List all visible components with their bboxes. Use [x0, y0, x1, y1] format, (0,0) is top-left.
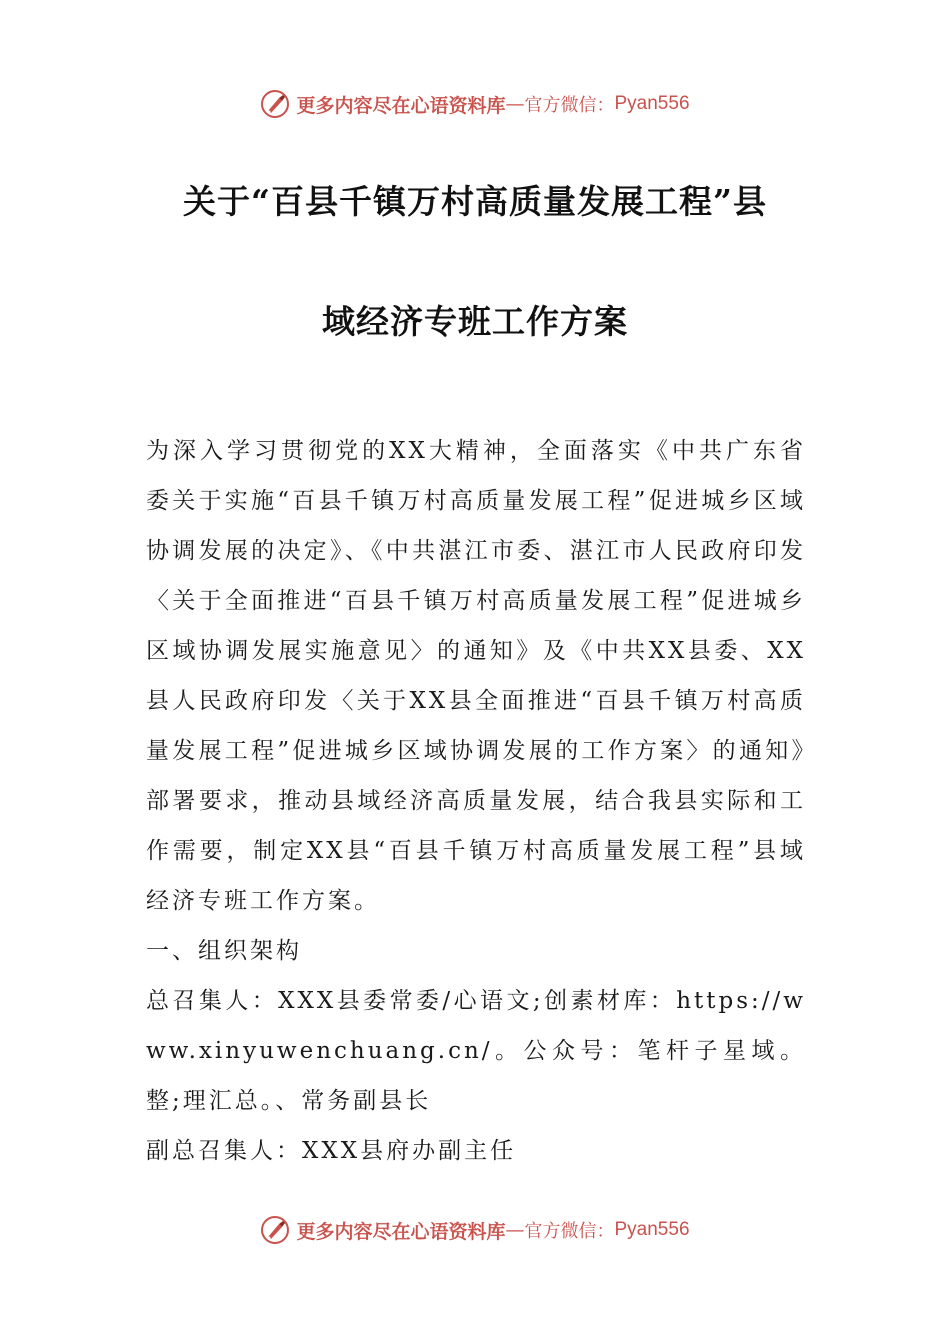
- watermark-sub-text: 官方微信：: [524, 1221, 615, 1242]
- intro-paragraph: 为深入学习贯彻党的XX大精神，全面落实《中共广东省委关于实施“百县千镇万村高质量发展工程”促进城乡区域协调发展的决定》、《中共湛江市委、湛江市人民政府印发〈关于全面推进“百县千镇万村高质量发展工程”促进城乡区域协调发展实施意见〉的通知》及《中共XX县委、XX县人民政府印发〈关于XX县全面推进“百县千镇万村高质量发展工程”促进城乡区域协调发展的工作方案〉的通知》部署要求，推动县域经济高质量发展，结合我县实际和工作需要，制定XX县“百县千镇万村高质量发展工程”县域经济专班工作方案。: [146, 438, 806, 914]
- pen-nib-logo-icon: [260, 1215, 290, 1245]
- document-title-line-1: 关于“百县千镇万村高质量发展工程”县: [183, 182, 767, 221]
- footer-watermark-banner: [0, 1208, 950, 1252]
- watermark-dash: —: [505, 1219, 525, 1241]
- watermark-sub-text: 官方微信：: [524, 95, 615, 116]
- watermark-main-text: 更多内容尽在心语资料库: [296, 1220, 506, 1243]
- document-body: [146, 426, 806, 1176]
- watermark-main-text: 更多内容尽在心语资料库: [296, 94, 506, 117]
- header-watermark-banner: [0, 82, 950, 126]
- watermark-dash: —: [505, 93, 525, 115]
- pen-nib-logo-icon: [260, 89, 290, 119]
- deputy-convener-paragraph: 副总召集人：XXX县府办副主任: [146, 1138, 517, 1164]
- watermark-wechat-id: Pyan556: [614, 93, 690, 114]
- document-title-line-2: 域经济专班工作方案: [322, 302, 628, 341]
- watermark-wechat-id: Pyan556: [614, 1219, 690, 1240]
- section-heading-organization: 一、组织架构: [146, 938, 302, 964]
- convener-paragraph: 总召集人：XXX县委常委/心语文;创素材库：https://www.xinyuwenchuang.cn/。公众号：笔杆子星域。整;理汇总。、常务副县长: [146, 988, 806, 1114]
